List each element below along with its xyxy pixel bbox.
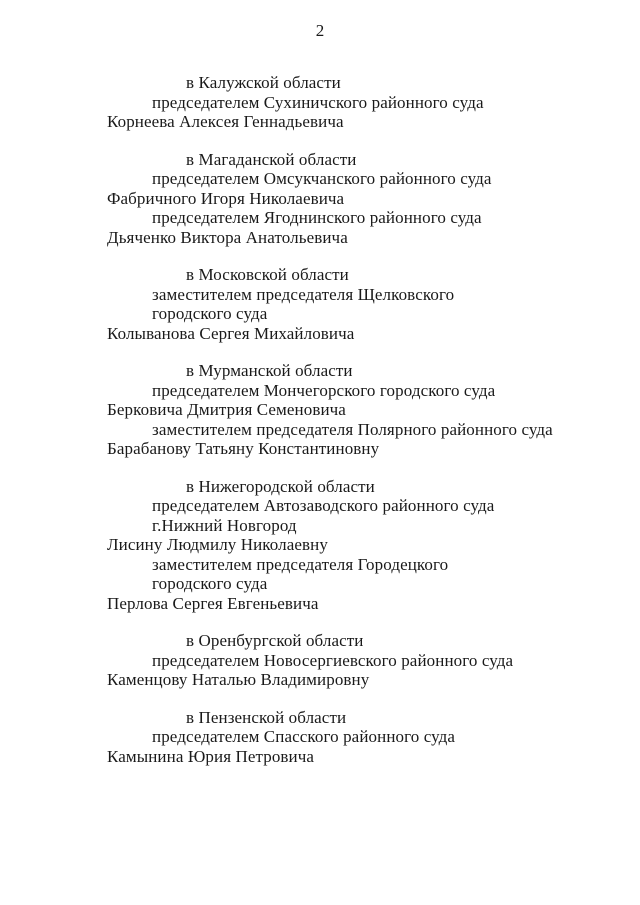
- position-line: председателем Спасского районного суда: [152, 727, 456, 746]
- region-header: в Калужской области: [186, 73, 341, 92]
- appointee-name: Каменцову Наталью Владимировну: [107, 670, 370, 689]
- region-header: в Пензенской области: [186, 707, 347, 727]
- position-line: председателем Мончегорского городского суда: [152, 380, 496, 400]
- appointee-name: Дьяченко Виктора Анатольевича: [107, 227, 348, 247]
- position-line: заместителем председателя Городецкого: [152, 554, 449, 574]
- region-header: в Мурманской области: [186, 361, 353, 380]
- position-line: председателем Омсукчанского районного суда: [152, 169, 492, 188]
- region-header: в Московской области: [186, 265, 349, 284]
- appointee-name: Лисину Людмилу Николаевну: [107, 535, 328, 554]
- position-line: г.Нижний Новгород: [152, 515, 297, 535]
- region-section: [0, 73, 640, 132]
- region-section: [0, 265, 640, 343]
- position-line: заместителем председателя Полярного районного суда: [152, 419, 553, 439]
- position-line: городского суда: [152, 304, 268, 323]
- appointee-name: Фабричного Игоря Николаевича: [107, 188, 345, 208]
- region-section: [0, 150, 640, 248]
- position-line: председателем Ягоднинского районного суда: [152, 208, 482, 227]
- region-header: в Оренбургской области: [186, 631, 364, 650]
- page-number: 2: [315, 21, 325, 40]
- position-line: городского суда: [152, 574, 268, 593]
- region-section: [0, 708, 640, 767]
- appointee-name: Перлова Сергея Евгеньевича: [107, 593, 319, 613]
- region-section: [0, 477, 640, 614]
- document-body: [0, 73, 640, 766]
- region-header: в Нижегородской области: [186, 476, 375, 496]
- position-line: заместителем председателя Щелковского: [152, 284, 455, 304]
- appointee-name: Камынина Юрия Петровича: [107, 746, 315, 766]
- position-line: председателем Сухиничского районного суда: [152, 92, 484, 112]
- appointee-name: Барабанову Татьяну Константиновну: [107, 439, 380, 458]
- region-section: [0, 361, 640, 459]
- region-section: [0, 631, 640, 690]
- appointee-name: Колыванова Сергея Михайловича: [107, 323, 355, 343]
- appointee-name: Берковича Дмитрия Семеновича: [107, 400, 346, 419]
- position-line: председателем Новосергиевского районного суда: [152, 650, 514, 670]
- appointee-name: Корнеева Алексея Геннадьевича: [107, 112, 344, 131]
- position-line: председателем Автозаводского районного суда: [152, 496, 495, 515]
- region-header: в Магаданской области: [186, 149, 357, 169]
